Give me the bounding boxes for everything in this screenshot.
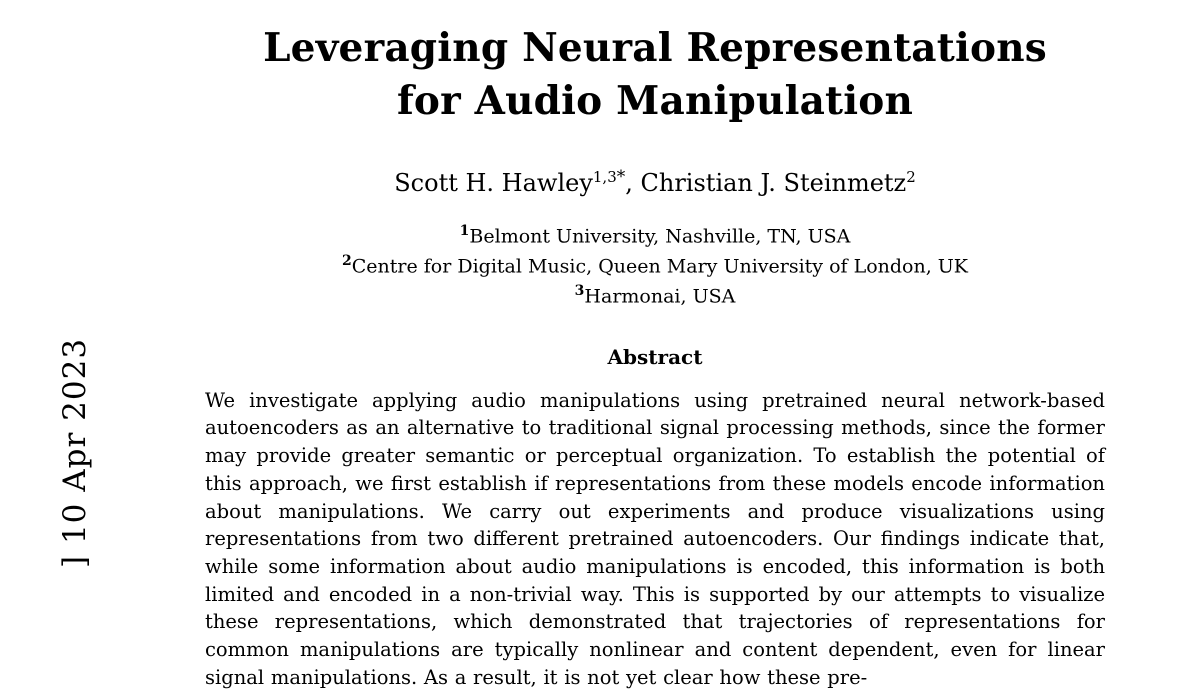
abstract-heading: Abstract bbox=[607, 344, 703, 369]
page-title bbox=[110, 0, 1200, 127]
affiliation-2-text: Centre for Digital Music, Queen Mary University of London, UK bbox=[351, 255, 968, 278]
author-separator: , bbox=[625, 169, 641, 198]
title-line-2: for Audio Manipulation bbox=[396, 77, 914, 124]
affiliation-3-text: Harmonai, USA bbox=[584, 285, 736, 308]
affiliation-list bbox=[110, 221, 1200, 310]
title-line-1: Leveraging Neural Representations bbox=[263, 25, 1047, 71]
author-list bbox=[110, 167, 1200, 197]
arxiv-side-stamp bbox=[0, 0, 110, 648]
abstract-body: We investigate applying audio manipulations using pretrained neural network-based autoencoders as an alternative to traditional signal processing methods, since the former may provide greater semantic or perceptual organization. To establish the potential of this approach, we first establish if representations from these models encode information about manipulations. We carry out experiments and produce visualizations using representations from two different pretrained autoencoders. Our findings indicate that, while some information about audio manipulations is encoded, this information is both limited and encoded in a non-trivial way. This is supported by our attempts to visualize these representations, which demonstrated that trajectories of representations for common manipulations are typically nonlinear and content dependent, even for linear signal manipulations. As a result, it is not yet clear how these pre- bbox=[205, 388, 1105, 689]
author-2-name: Christian J. Steinmetz bbox=[640, 169, 907, 198]
affiliation-1-marker: 1 bbox=[459, 223, 470, 240]
author-2-affiliation-marker: 2 bbox=[906, 168, 916, 187]
affiliation-2-marker: 2 bbox=[342, 253, 352, 270]
author-1-footnote-marker: * bbox=[616, 167, 626, 188]
affiliation-3-marker: 3 bbox=[574, 282, 585, 299]
author-1-name: Scott H. Hawley bbox=[394, 169, 593, 198]
arxiv-stamp-text: ] 10 Apr 2023 bbox=[57, 337, 93, 568]
paper-page bbox=[110, 0, 1200, 689]
affiliation-1-text: Belmont University, Nashville, TN, USA bbox=[469, 225, 851, 248]
affiliation-3 bbox=[110, 281, 1200, 311]
affiliation-2 bbox=[110, 251, 1200, 281]
author-1-affiliation-marker: 1,3 bbox=[592, 168, 617, 187]
affiliation-1 bbox=[110, 221, 1200, 251]
